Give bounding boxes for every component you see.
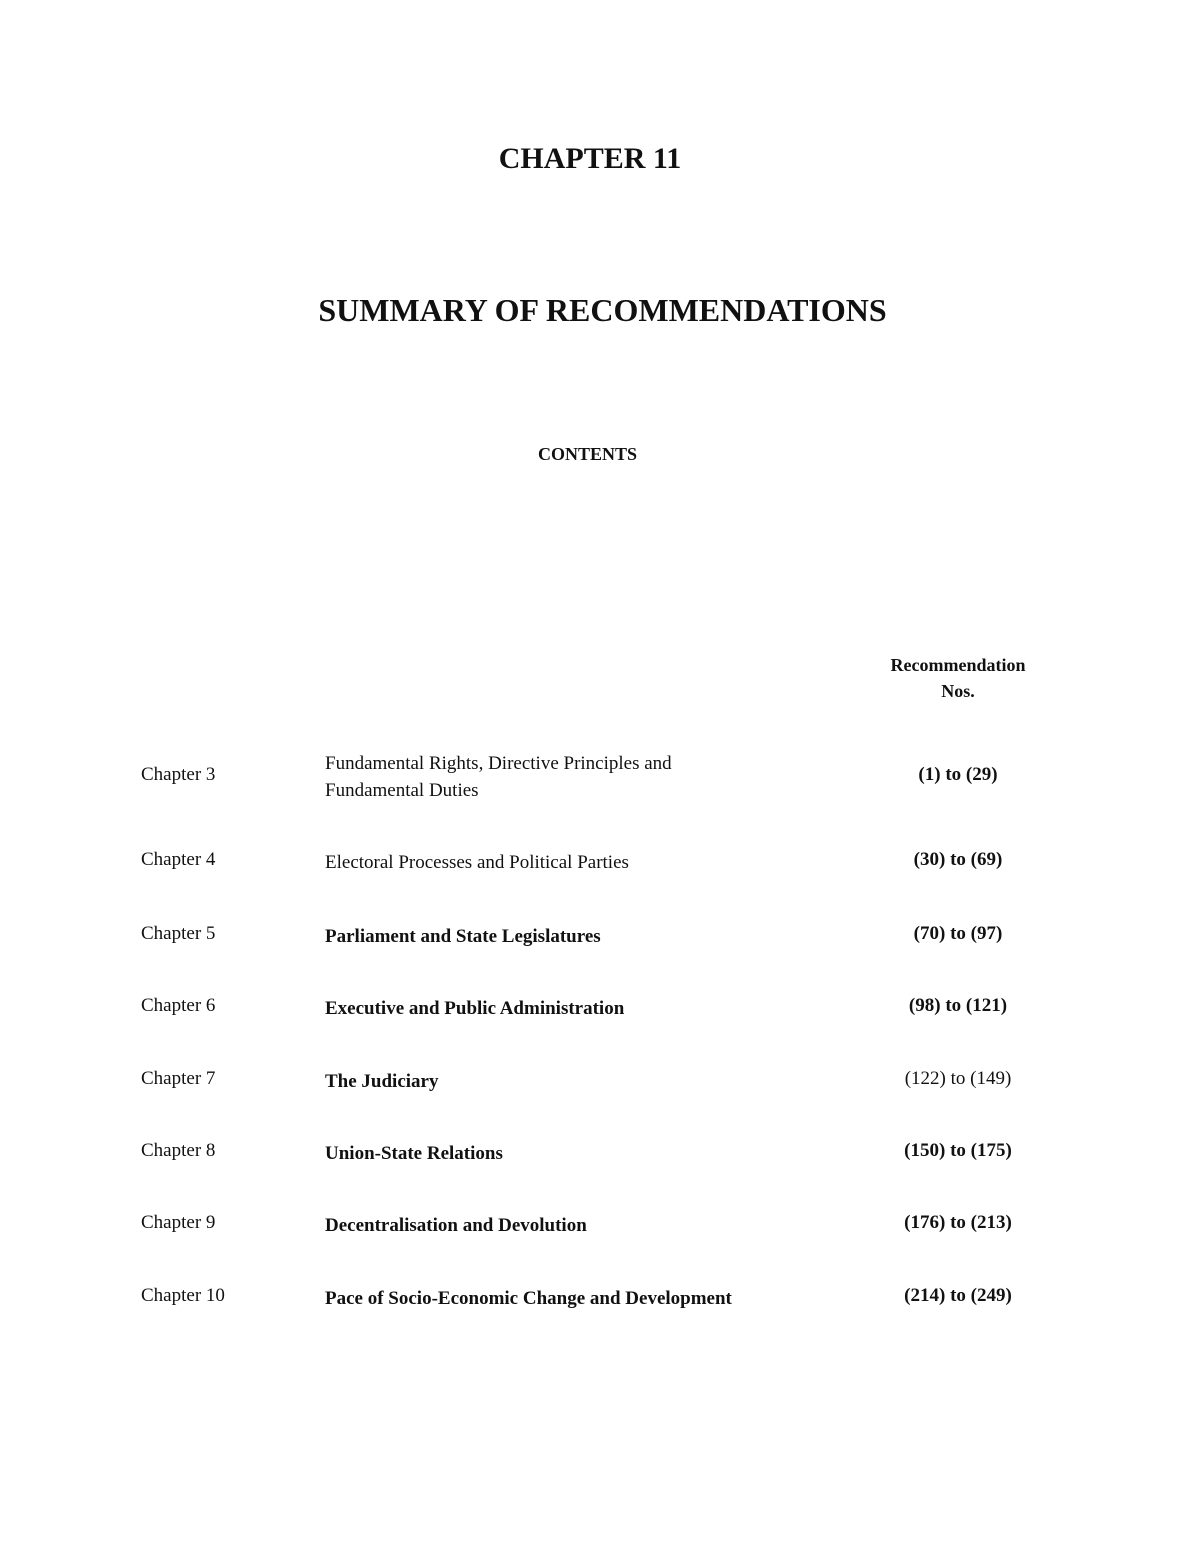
chapter-title: Pace of Socio-Economic Change and Development xyxy=(325,1288,732,1309)
column-header-line2: Nos. xyxy=(941,681,975,701)
column-header-line1: Recommendation xyxy=(890,655,1026,675)
recommendation-range: (70) to (97) xyxy=(913,923,1003,944)
page-title: SUMMARY OF RECOMMENDATIONS xyxy=(318,292,887,328)
recommendation-range: (30) to (69) xyxy=(913,849,1003,870)
recommendation-range: (176) to (213) xyxy=(904,1212,1012,1233)
recommendation-range: (1) to (29) xyxy=(918,764,998,785)
contents-row-chapter-8 xyxy=(0,1140,1200,1200)
recommendation-range: (150) to (175) xyxy=(904,1140,1012,1161)
recommendation-nos-column-header xyxy=(858,652,1058,704)
contents-row-chapter-5 xyxy=(0,923,1200,983)
recommendation-range: (122) to (149) xyxy=(904,1068,1012,1089)
chapter-title: Union-State Relations xyxy=(325,1143,503,1164)
contents-row-chapter-10 xyxy=(0,1285,1200,1345)
chapter-number: Chapter 8 xyxy=(141,1140,216,1161)
chapter-number: Chapter 4 xyxy=(141,849,216,870)
chapter-number: Chapter 9 xyxy=(141,1212,216,1233)
chapter-number: Chapter 10 xyxy=(141,1285,225,1306)
chapter-number: Chapter 5 xyxy=(141,923,216,944)
chapter-title: Decentralisation and Devolution xyxy=(325,1215,587,1236)
chapter-title-line1: Fundamental Rights, Directive Principles and xyxy=(325,753,672,774)
contents-row-chapter-6 xyxy=(0,995,1200,1055)
chapter-title-line2: Fundamental Duties xyxy=(325,780,479,801)
chapter-title: Executive and Public Administration xyxy=(325,998,625,1019)
recommendation-range: (214) to (249) xyxy=(904,1285,1012,1306)
contents-row-chapter-9 xyxy=(0,1212,1200,1272)
contents-heading: CONTENTS xyxy=(537,444,638,464)
contents-row-chapter-3 xyxy=(0,750,1200,810)
recommendation-range: (98) to (121) xyxy=(908,995,1008,1016)
chapter-number: Chapter 6 xyxy=(141,995,216,1016)
chapter-title: The Judiciary xyxy=(325,1071,439,1092)
chapter-heading: CHAPTER 11 xyxy=(498,142,682,175)
chapter-title xyxy=(325,750,795,804)
chapter-number: Chapter 7 xyxy=(141,1068,216,1089)
contents-row-chapter-7 xyxy=(0,1068,1200,1128)
contents-row-chapter-4 xyxy=(0,849,1200,909)
chapter-title: Electoral Processes and Political Parties xyxy=(325,852,629,873)
chapter-number: Chapter 3 xyxy=(141,764,216,785)
chapter-title: Parliament and State Legislatures xyxy=(325,926,601,947)
